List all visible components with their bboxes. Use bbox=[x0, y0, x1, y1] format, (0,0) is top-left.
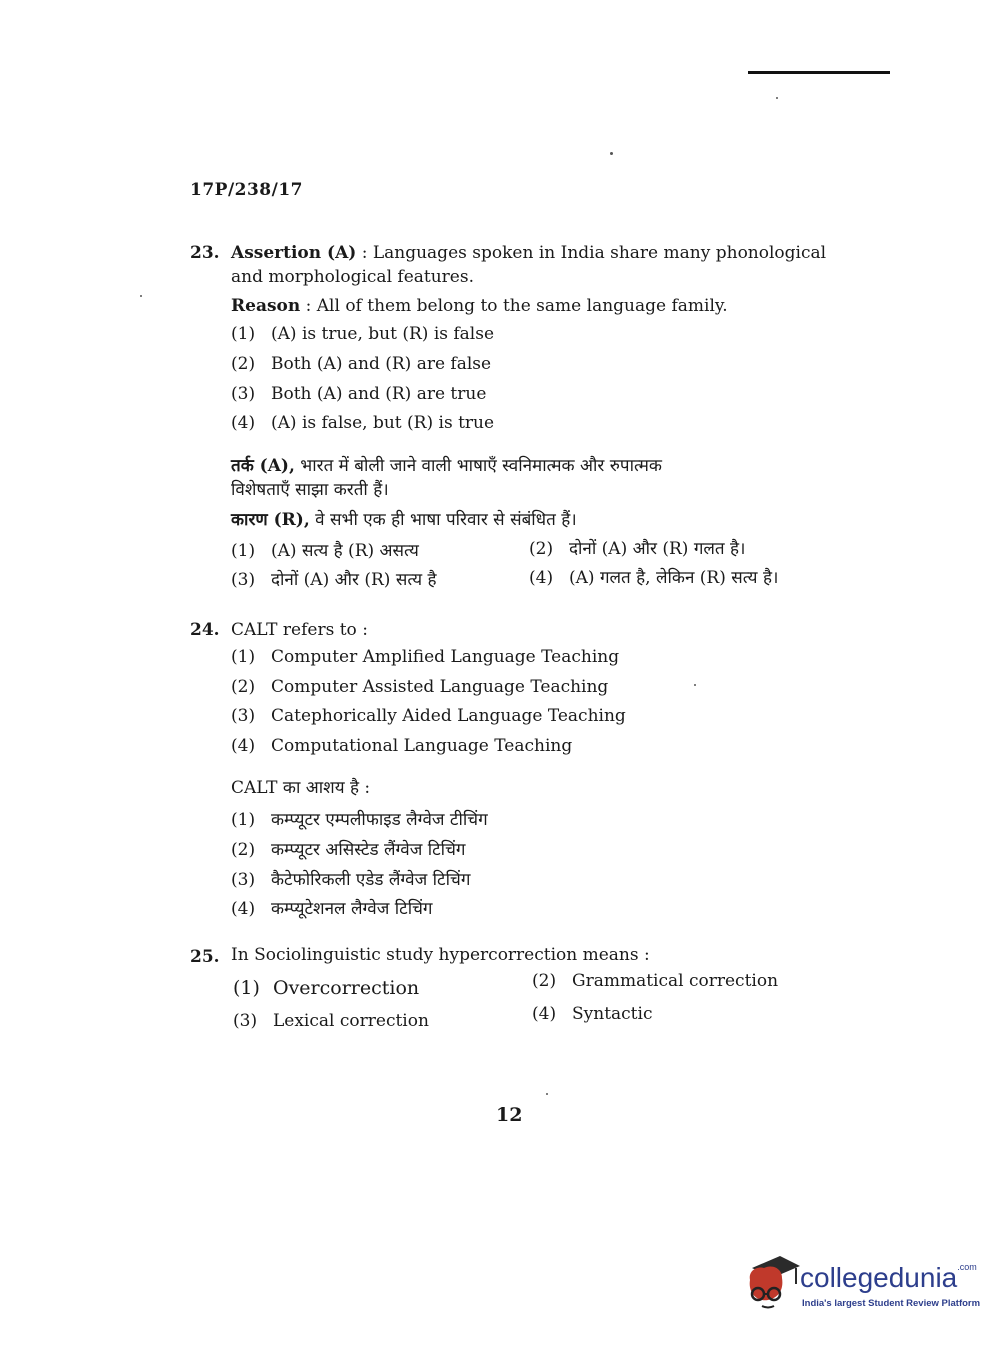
option bbox=[231, 647, 619, 667]
option-number: (2) bbox=[231, 840, 256, 860]
question-text: CALT refers to : bbox=[231, 620, 368, 640]
mascot-icon bbox=[742, 1250, 802, 1314]
option-number: (2) bbox=[529, 539, 554, 559]
option bbox=[231, 413, 494, 433]
option-number: (4) bbox=[231, 736, 256, 756]
option-number: (3) bbox=[231, 384, 256, 404]
logo-wordmark bbox=[800, 1262, 977, 1294]
option-number: (2) bbox=[231, 677, 256, 697]
page-number: 12 bbox=[496, 1104, 523, 1126]
hindi-option bbox=[231, 538, 419, 561]
scan-speck bbox=[546, 1093, 548, 1095]
hindi-option bbox=[231, 867, 470, 890]
logo-suffix: .com bbox=[957, 1262, 977, 1272]
option-text: कम्प्यूटर असिस्टेड लैंग्वेज टिचिंग bbox=[271, 840, 466, 860]
option-number: (4) bbox=[529, 568, 554, 588]
question-number: 23. bbox=[190, 243, 220, 263]
option-text: कम्प्यूटर एम्पलीफाइड लैग्वेज टीचिंग bbox=[271, 810, 488, 830]
option-number: (4) bbox=[231, 413, 256, 433]
option bbox=[532, 1004, 652, 1024]
option-number: (3) bbox=[231, 570, 256, 590]
option-text: कम्प्यूटेशनल लैग्वेज टिचिंग bbox=[271, 899, 433, 919]
option-text: दोनों (A) और (R) सत्य है bbox=[271, 570, 437, 590]
scan-speck bbox=[694, 684, 696, 686]
option-number: (2) bbox=[231, 354, 256, 374]
option-number: (4) bbox=[231, 899, 256, 919]
assertion-text: : Languages spoken in India share many phonological bbox=[356, 243, 827, 263]
option-number: (4) bbox=[532, 1004, 557, 1024]
option-text: (A) गलत है, लेकिन (R) सत्य है। bbox=[569, 568, 779, 588]
option-text: Both (A) and (R) are true bbox=[271, 384, 487, 404]
option-number: (1) bbox=[231, 810, 256, 830]
option bbox=[532, 971, 778, 991]
option-text: (A) is false, but (R) is true bbox=[271, 413, 495, 433]
question-text: In Sociolinguistic study hypercorrection means : bbox=[231, 945, 650, 965]
question-number: 24. bbox=[190, 620, 220, 640]
option-text: Overcorrection bbox=[273, 977, 420, 999]
option-number: (1) bbox=[233, 977, 260, 999]
assertion-text-continued: and morphological features. bbox=[231, 267, 474, 287]
hindi-option bbox=[231, 896, 432, 919]
hindi-option bbox=[231, 837, 465, 860]
reason-line bbox=[231, 294, 728, 318]
option-text: Lexical correction bbox=[273, 1011, 429, 1031]
scan-speck bbox=[140, 295, 142, 297]
hindi-reason-text: वे सभी एक ही भाषा परिवार से संबंधित हैं। bbox=[309, 510, 577, 530]
option bbox=[231, 706, 626, 726]
hindi-option bbox=[231, 807, 488, 830]
logo-tagline: India's largest Student Review Platform bbox=[802, 1298, 981, 1309]
option-text: Syntactic bbox=[572, 1004, 653, 1024]
hindi-assertion-text: भारत में बोली जाने वाली भाषाएँ स्वनिमात्मक और रुपात्मक bbox=[294, 456, 662, 476]
hindi-assertion-label: तर्क (A), bbox=[231, 456, 295, 476]
option-text: Computational Language Teaching bbox=[271, 736, 573, 756]
hindi-option bbox=[231, 567, 437, 590]
scan-speck bbox=[776, 97, 778, 99]
option bbox=[233, 1011, 429, 1031]
option-number: (3) bbox=[233, 1011, 258, 1031]
header-rule bbox=[748, 71, 890, 74]
option bbox=[231, 384, 486, 404]
option-number: (3) bbox=[231, 870, 256, 890]
option-text: Catephorically Aided Language Teaching bbox=[271, 706, 626, 726]
option bbox=[231, 677, 608, 697]
option-text: कैटेफोरिकली एडेड लैंग्वेज टिचिंग bbox=[271, 870, 471, 890]
option-number: (1) bbox=[231, 324, 256, 344]
reason-label: Reason bbox=[231, 296, 301, 316]
option-number: (1) bbox=[231, 647, 256, 667]
option-text: (A) सत्य है (R) असत्य bbox=[271, 541, 419, 561]
scan-speck bbox=[610, 152, 613, 155]
assertion-line bbox=[231, 241, 826, 265]
option-text: (A) is true, but (R) is false bbox=[271, 324, 495, 344]
option bbox=[231, 354, 491, 374]
question-number: 25. bbox=[190, 947, 220, 967]
option-number: (2) bbox=[532, 971, 557, 991]
option-text: दोनों (A) और (R) गलत है। bbox=[569, 539, 746, 559]
option-text: Computer Amplified Language Teaching bbox=[271, 647, 620, 667]
option-text: Grammatical correction bbox=[572, 971, 779, 991]
hindi-option bbox=[529, 565, 778, 588]
option-number: (3) bbox=[231, 706, 256, 726]
logo-name: collegedunia bbox=[800, 1262, 958, 1293]
assertion-label: Assertion (A) bbox=[231, 243, 357, 263]
option-number: (1) bbox=[231, 541, 256, 561]
hindi-assertion-line bbox=[231, 454, 662, 478]
option bbox=[231, 736, 572, 756]
option bbox=[233, 977, 419, 999]
hindi-reason-line bbox=[231, 508, 577, 532]
hindi-question-text: CALT का आशय है : bbox=[231, 778, 371, 798]
hindi-option bbox=[529, 536, 746, 559]
hindi-assertion-text-continued: विशेषताएँ साझा करती हैं। bbox=[231, 480, 389, 500]
paper-code: 17P/238/17 bbox=[190, 180, 304, 200]
option-text: Both (A) and (R) are false bbox=[271, 354, 492, 374]
option-text: Computer Assisted Language Teaching bbox=[271, 677, 609, 697]
hindi-reason-label: कारण (R), bbox=[231, 510, 310, 530]
collegedunia-logo bbox=[742, 1250, 981, 1320]
reason-text: : All of them belong to the same language family. bbox=[300, 296, 728, 316]
option bbox=[231, 324, 494, 344]
